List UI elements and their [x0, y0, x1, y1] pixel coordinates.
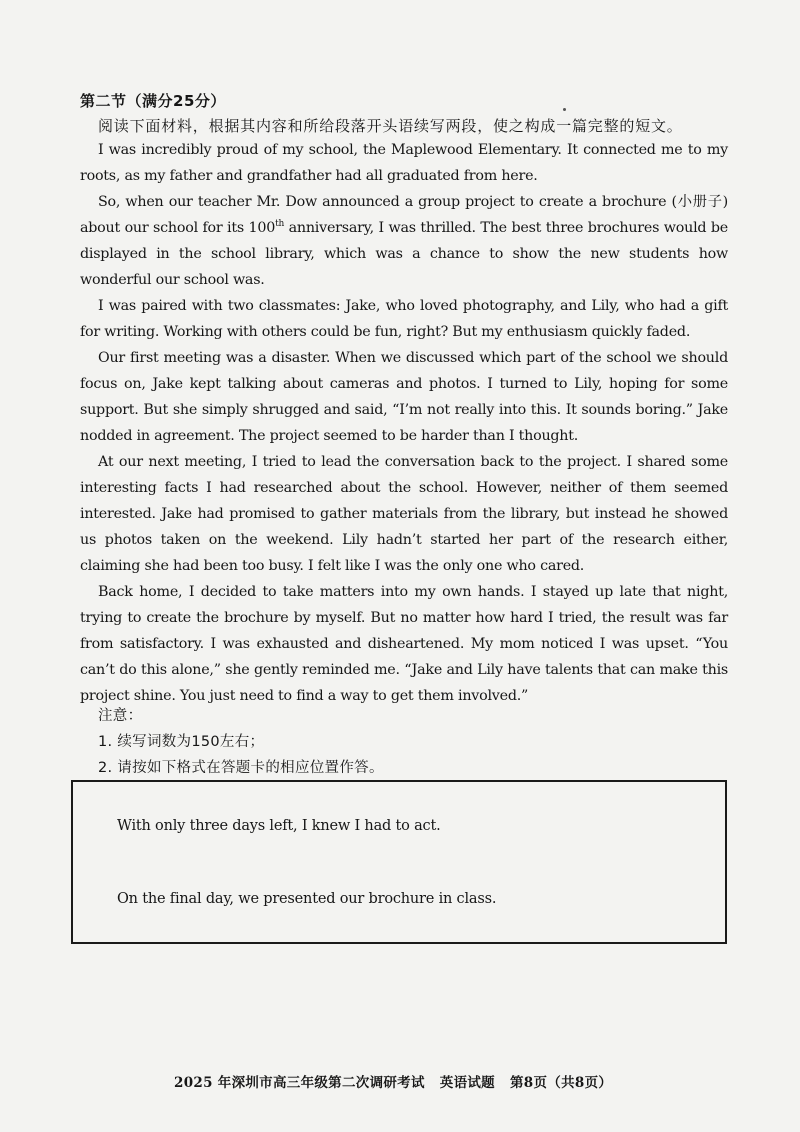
passage-paragraph-1: I was incredibly proud of my school, the Maplewood Elementary. It connected me to my roots, as my father and grandfather had all graduated from here.: [80, 142, 728, 184]
notes-heading: 注意：: [98, 708, 143, 724]
passage-paragraph-2: [80, 189, 728, 293]
paragraph-opener-2: On the final day, we presented our brochure in class.: [117, 891, 497, 907]
page-footer: [174, 1071, 622, 1091]
paragraph-2-text-end: anniversary, I was thrilled. The best three brochures would be displayed in the school library, which was a chance to show the new students how wonderful our school was.: [80, 220, 728, 288]
speck-mark: [563, 108, 566, 111]
section-title: 第二节（满分25分）: [80, 92, 226, 110]
passage-paragraph-3: I was paired with two classmates: Jake, who loved photography, and Lily, who had a gift for writing. Working with others could be fun, right? But my enthusiasm quickly faded.: [80, 298, 728, 340]
passage-paragraph-5: At our next meeting, I tried to lead the conversation back to the project. I shared some interesting facts I had researched about the school. However, neither of them seemed interested. Jake had promised to gather materials from the library, but instead he showed us photos taken on the weekend. Lily hadn’t started her part of the research either, claiming she had been too busy. I felt like I was the only one who cared.: [80, 454, 728, 574]
section-instruction: 阅读下面材料，根据其内容和所给段落开头语续写两段，使之构成一篇完整的短文。: [98, 117, 683, 135]
footer-subject: 英语试题: [439, 1075, 495, 1091]
ordinal-suffix: th: [275, 219, 285, 230]
notes-item-format: 2. 请按如下格式在答题卡的相应位置作答。: [98, 760, 384, 776]
paragraph-2-text-start: So, when our teacher Mr. Dow announced a group project to create a brochure (小册子) about our school for its 100: [80, 194, 728, 236]
notes-section: [98, 703, 384, 781]
answer-format-box: [71, 780, 727, 944]
passage-paragraph-4: Our first meeting was a disaster. When we discussed which part of the school we should focus on, Jake kept talking about cameras and photos. I turned to Lily, hoping for some support. But she simply shrugged and said, “I’m not really into this. It sounds boring.” Jake nodded in agreement. The project seemed to be harder than I thought.: [80, 350, 728, 444]
passage-paragraph-6: Back home, I decided to take matters into my own hands. I stayed up late that night, trying to create the brochure by myself. But no matter how hard I tried, the result was far from satisfactory. I was exhausted and disheartened. My mom noticed I was upset. “You can’t do this alone,” she gently reminded me. “Jake and Lily have talents that can make this project shine. You just need to find a way to get them involved.”: [80, 584, 728, 704]
footer-page-number: 第8页（共8页）: [509, 1075, 613, 1091]
paragraph-opener-1: With only three days left, I knew I had to act.: [117, 818, 441, 834]
reading-passage: [80, 137, 728, 709]
notes-item-word-count: 1. 续写词数为150左右；: [98, 734, 265, 750]
footer-exam-name: 2025 年深圳市高三年级第二次调研考试: [174, 1075, 425, 1091]
